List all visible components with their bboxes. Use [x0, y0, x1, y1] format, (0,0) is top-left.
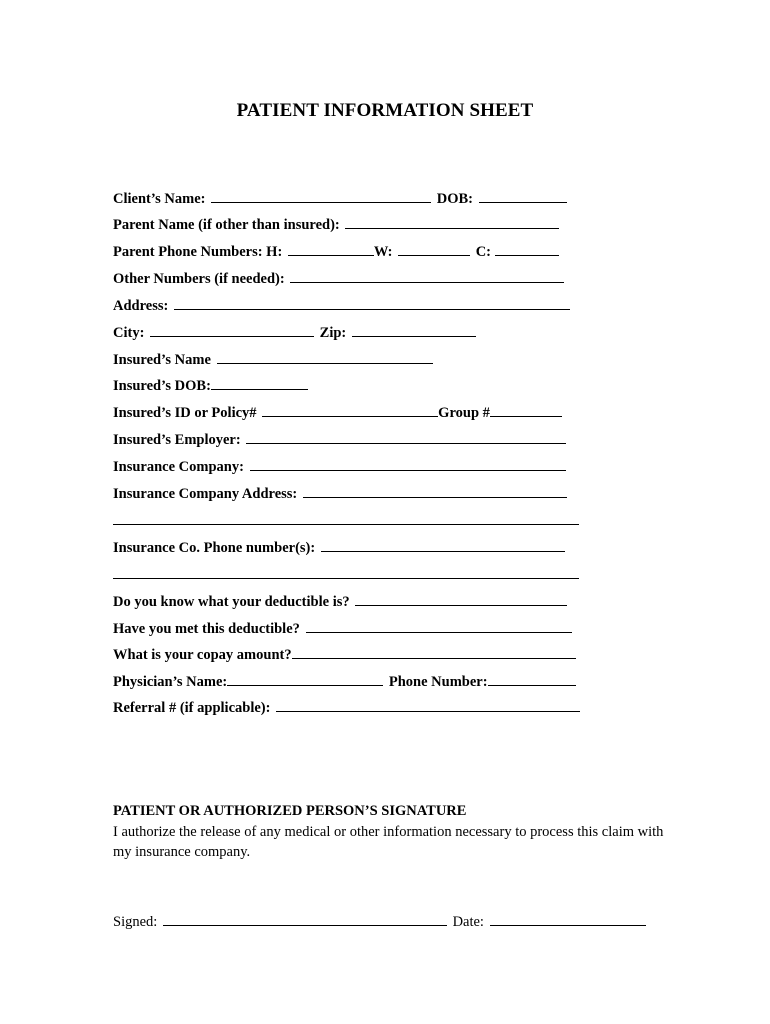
city-row: [113, 322, 478, 342]
insured-employer-label: Insured’s Employer:: [113, 432, 241, 448]
deductible-know-label: Do you know what your deductible is?: [113, 594, 350, 610]
signature-field[interactable]: [163, 911, 447, 926]
phone-number-field[interactable]: [488, 671, 576, 686]
dob-field[interactable]: [479, 188, 567, 203]
insured-employer-field[interactable]: [246, 429, 566, 444]
insurance-address-line2-row: [113, 510, 581, 530]
group-field[interactable]: [490, 402, 562, 417]
insurance-address-line2-field[interactable]: [113, 510, 579, 525]
cell-phone-label: C:: [475, 244, 492, 260]
other-numbers-label: Other Numbers (if needed):: [113, 271, 285, 287]
work-phone-label: W:: [373, 244, 393, 260]
insured-employer-row: [113, 429, 568, 449]
phone-number-label: Phone Number:: [388, 674, 488, 690]
insurance-company-field[interactable]: [250, 456, 566, 471]
zip-field[interactable]: [352, 322, 476, 337]
page-title: PATIENT INFORMATION SHEET: [236, 100, 534, 121]
deductible-know-row: [113, 591, 569, 611]
client-name-label: Client’s Name:: [113, 191, 206, 207]
address-field[interactable]: [174, 295, 570, 310]
physician-row: [113, 671, 578, 691]
authorization-statement: I authorize the release of any medical or other information necessary to process this claim with my insurance company.: [113, 824, 664, 860]
referral-label: Referral # (if applicable):: [113, 700, 271, 716]
signed-label: Signed:: [113, 914, 158, 930]
date-label: Date:: [452, 914, 484, 930]
insured-name-field[interactable]: [217, 349, 433, 364]
insured-dob-label: Insured’s DOB:: [113, 378, 211, 394]
other-numbers-row: [113, 268, 566, 288]
parent-name-row: [113, 214, 561, 234]
insurance-phone-line2-row: [113, 564, 581, 584]
address-row: [113, 295, 572, 315]
home-phone-field[interactable]: [288, 241, 374, 256]
deductible-met-label: Have you met this deductible?: [113, 621, 300, 637]
client-name-field[interactable]: [211, 188, 431, 203]
referral-row: [113, 697, 582, 717]
insurance-company-label: Insurance Company:: [113, 459, 244, 475]
deductible-know-field[interactable]: [355, 591, 567, 606]
address-label: Address:: [113, 298, 169, 314]
parent-phone-label: Parent Phone Numbers: H:: [113, 244, 283, 260]
deductible-met-row: [113, 618, 574, 638]
client-name-row: [113, 188, 569, 208]
insurance-address-row: [113, 483, 569, 503]
insured-name-row: [113, 349, 435, 369]
other-numbers-field[interactable]: [290, 268, 564, 283]
signature-heading: PATIENT OR AUTHORIZED PERSON’S SIGNATURE: [113, 803, 467, 819]
insurance-address-label: Insurance Company Address:: [113, 486, 298, 502]
copay-field[interactable]: [292, 644, 576, 659]
physician-name-field[interactable]: [227, 671, 383, 686]
insured-dob-field[interactable]: [211, 375, 308, 390]
parent-name-field[interactable]: [345, 214, 559, 229]
insured-id-row: [113, 402, 564, 422]
dob-label: DOB:: [436, 191, 473, 207]
insurance-phone-label: Insurance Co. Phone number(s):: [113, 540, 316, 556]
insurance-phone-row: [113, 537, 567, 557]
parent-name-label: Parent Name (if other than insured):: [113, 217, 340, 233]
signed-row: [113, 911, 648, 931]
deductible-met-field[interactable]: [306, 618, 572, 633]
copay-row: [113, 644, 578, 664]
city-label: City:: [113, 325, 145, 341]
insured-id-label: Insured’s ID or Policy#: [113, 405, 257, 421]
insurance-phone-field[interactable]: [321, 537, 565, 552]
date-field[interactable]: [490, 911, 646, 926]
insurance-phone-line2-field[interactable]: [113, 564, 579, 579]
insured-dob-row: [113, 375, 310, 395]
zip-label: Zip:: [319, 325, 347, 341]
parent-phone-row: [113, 241, 561, 261]
insurance-company-row: [113, 456, 568, 476]
physician-name-label: Physician’s Name:: [113, 674, 228, 690]
referral-field[interactable]: [276, 697, 580, 712]
insured-name-label: Insured’s Name: [113, 352, 211, 368]
group-label: Group #: [438, 405, 490, 421]
work-phone-field[interactable]: [398, 241, 470, 256]
copay-label: What is your copay amount?: [113, 647, 292, 663]
insurance-address-field[interactable]: [303, 483, 567, 498]
insured-id-field[interactable]: [262, 402, 438, 417]
city-field[interactable]: [150, 322, 314, 337]
cell-phone-field[interactable]: [495, 241, 559, 256]
